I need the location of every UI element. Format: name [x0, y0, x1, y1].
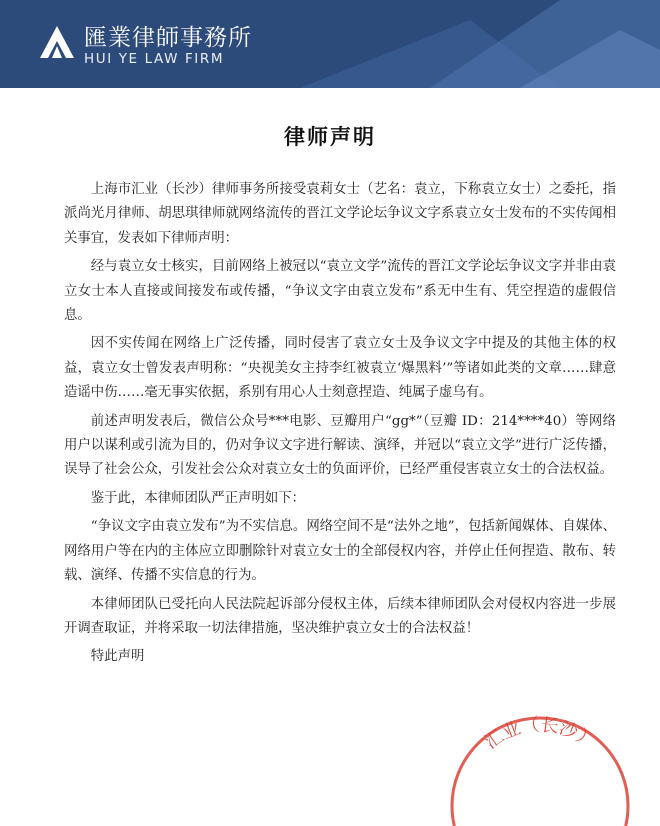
firm-seal-stamp	[440, 696, 640, 826]
document-title: 律师声明	[284, 125, 376, 149]
statement-body	[64, 178, 616, 674]
paragraph-prior-statement: 因不实传闻在网络上广泛传播，同时侵害了袁立女士及争议文字中提及的其他主体的权益，袁立女士曾发表声明称：“央视美女主持李红被袁立‘爆黑料’”等诸如此类的文章……肆意造谣中伤……毫无事实依据，系别有用心人士刻意捏造、纯属子虚乌有。	[64, 336, 616, 401]
firm-logo-icon	[38, 24, 76, 62]
paragraph-closing: 特此声明	[90, 649, 145, 665]
firm-name-english: HUI YE LAW FIRM	[84, 51, 225, 67]
paragraph-declaration: “争议文字由袁立发布”为不实信息。网络空间不是“法外之地”，包括新闻媒体、自媒体、网络用户等在内的主体应立即删除针对袁立女士的全部侵权内容，并停止任何捏造、散布、转载、演绎、传播不实信息的行为。	[64, 519, 616, 584]
paragraph-infringement: 前述声明发表后，微信公众号***电影、豆瓣用户“gg*”（豆瓣 ID：214****40）等网络用户以谋利或引流为目的，仍对争议文字进行解读、演绎，并冠以“袁立文学”进行广泛传播，误导了社会公众，引发社会公众对袁立女士的负面评价，已经严重侵害袁立女士的合法权益。	[64, 413, 616, 478]
firm-name-chinese: 匯業律師事務所	[84, 25, 252, 51]
paragraph-intro: 上海市汇业（长沙）律师事务所接受袁莉女士（艺名：袁立，下称袁立女士）之委托，指派尚光月律师、胡思琪律师就网络流传的晋江文学论坛争议文字系袁立女士发布的不实传闻相关事宜，发表如下律师声明：	[64, 182, 616, 246]
paragraph-declaration-lead: 鉴于此，本律师团队严正声明如下：	[90, 490, 306, 506]
paragraph-verification: 经与袁立女士核实，目前网络上被冠以“袁立文学”流传的晋江文学论坛争议文字并非由袁立女士本人直接或间接发布或传播，“争议文字由袁立发布”系无中生有、凭空捏造的虚假信息。	[64, 259, 616, 324]
letterhead-banner	[0, 0, 660, 88]
seal-text: 汇业（长沙）	[481, 714, 599, 754]
paragraph-legal-action: 本律师团队已受托向人民法院起诉部分侵权主体，后续本律师团队会对侵权内容进一步展开调查取证，并将采取一切法律措施，坚决维护袁立女士的合法权益！	[64, 596, 616, 636]
